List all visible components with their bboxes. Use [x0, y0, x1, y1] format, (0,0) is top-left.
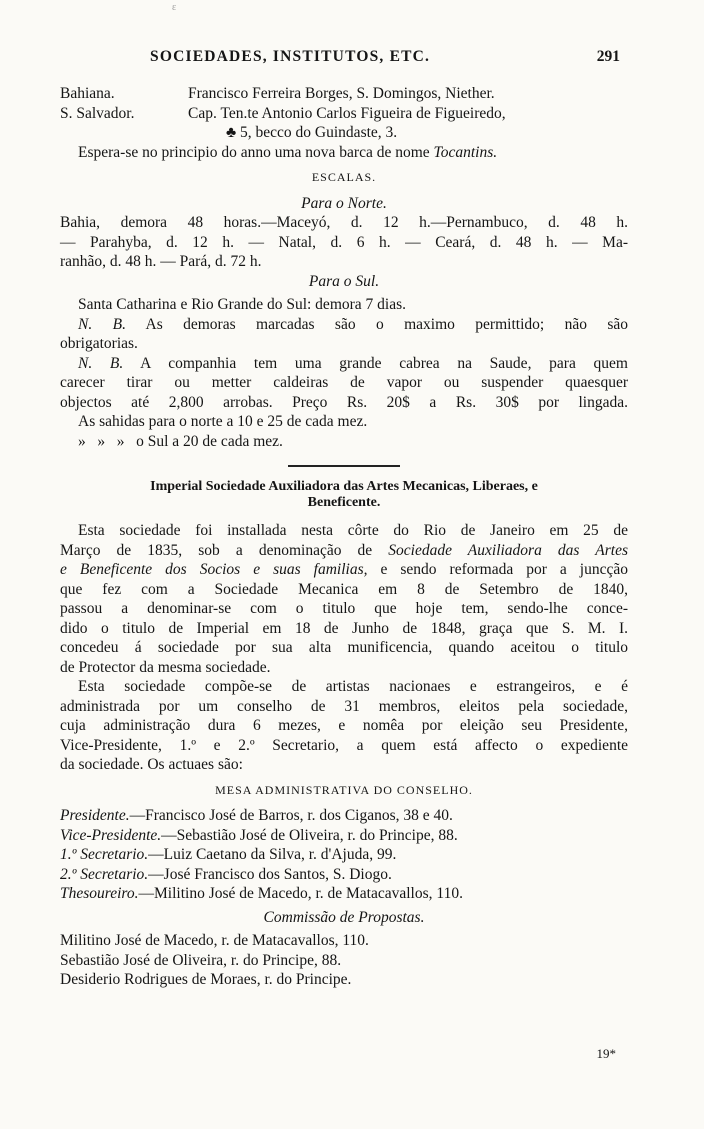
society-history	[60, 521, 628, 677]
signature-mark: 19*	[596, 1046, 616, 1061]
nb1-text: As demoras marcadas são o maximo permittido; não são	[145, 315, 628, 333]
commission-member: Desiderio Rodrigues de Moraes, r. do Principe.	[60, 971, 352, 988]
north-line: Bahia, demora 48 horas.—Maceyó, d. 12 h.—Pernambuco, d. 48 h.	[60, 214, 628, 231]
mesa-member: —Francisco José de Barros, r. dos Ciganos, 38 e 40.	[129, 807, 453, 824]
nb2-line	[60, 354, 628, 374]
agent-row	[60, 84, 628, 104]
history-italic: Sociedade Auxiliadora das Artes	[388, 541, 628, 559]
history-italic: e Beneficente dos Socios e suas familias,	[60, 561, 368, 578]
north-line: ranhão, d. 48 h. — Pará, d. 72 h.	[60, 253, 262, 270]
page-body	[60, 84, 628, 990]
history-line: de Protector da mesma sociedade.	[60, 658, 271, 676]
commission-heading: Commissão de Propostas.	[263, 908, 425, 926]
society-title-line: Beneficente.	[307, 495, 381, 510]
expected-note	[60, 143, 628, 163]
page-number: 291	[596, 48, 620, 65]
escalas-heading: ESCALAS.	[311, 170, 377, 184]
mesa-role: 2.º Secretario.	[60, 865, 149, 883]
composition-line: cuja administração dura 6 mezes, e nomêa por eleição seu Presidente,	[60, 717, 628, 734]
commission-member: Sebastião José de Oliveira, r. do Principe, 88.	[60, 951, 342, 969]
mesa-entry	[60, 845, 628, 865]
section-divider	[288, 465, 400, 467]
commission-list	[60, 931, 628, 990]
history-text: Março de 1835, sob a denominação de	[60, 541, 389, 559]
history-line: Esta sociedade foi installada nesta côrte do Rio de Janeiro em 25 de	[78, 522, 628, 539]
departure-line: » » » o Sul a 20 de cada mez.	[78, 432, 283, 450]
mesa-entry	[60, 826, 628, 846]
history-line	[60, 541, 628, 561]
mesa-role: 1.º Secretario.	[60, 846, 149, 863]
south-line: Santa Catharina e Rio Grande do Sul: demora 7 dias.	[78, 296, 407, 313]
composition-line: Esta sociedade compõe-se de artistas nacionaes e estrangeiros, e é	[78, 678, 628, 695]
nb2-label: N. B.	[78, 354, 124, 372]
society-composition	[60, 677, 628, 775]
history-line: dido o titulo de Imperial em 18 de Junho de 1848, graça que S. M. I.	[60, 619, 628, 637]
mesa-member: —Luiz Caetano da Silva, r. d'Ajuda, 99.	[148, 846, 397, 863]
nb1-line: obrigatorias.	[60, 335, 138, 352]
running-header	[150, 48, 620, 66]
commission-member: Militino José de Macedo, r. de Matacavallos, 110.	[60, 932, 369, 949]
nb2-line: carecer tirar ou metter caldeiras de vapor ou suspender quaesquer	[60, 374, 628, 391]
mesa-role: Thesoureiro.	[60, 885, 139, 902]
mesa-member: —Militino José de Macedo, r. de Matacavallos, 110.	[138, 885, 463, 902]
agent-name: Cap. Ten.te Antonio Carlos Figueira de Figueiredo,	[188, 104, 506, 122]
header-title: SOCIEDADES, INSTITUTOS, ETC.	[150, 48, 431, 65]
expected-boat: Tocantins.	[433, 143, 498, 161]
agent-address: ♣ 5, becco do Guindaste, 3.	[226, 124, 398, 141]
history-line	[60, 560, 628, 580]
history-line: concedeu á sociedade por sua alta munificencia, quando aceitou o titulo	[60, 639, 628, 656]
departure-line: As sahidas para o norte a 10 e 25 de cada mez.	[78, 413, 368, 430]
north-heading: Para o Norte.	[301, 194, 387, 212]
south-heading: Para o Sul.	[308, 272, 380, 290]
nb2-text: A companhia tem uma grande cabrea na Saude, para quem	[140, 354, 628, 372]
history-line: passou a denominar-se com o titulo que hoje tem, sendo-lhe conce-	[60, 600, 628, 617]
mesa-role: Presidente.	[60, 807, 130, 824]
composition-line: administrada por um conselho de 31 membros, eleitos pela sociedade,	[60, 697, 628, 715]
history-text: e sendo reformada por a juncção	[367, 561, 628, 578]
mesa-role: Vice-Presidente.	[60, 826, 162, 844]
society-title	[60, 479, 628, 511]
mesa-member: —José Francisco dos Santos, S. Diogo.	[148, 865, 392, 883]
nb2-line: objectos até 2,800 arrobas. Preço Rs. 20$ a Rs. 30$ por lingada.	[60, 393, 628, 411]
agent-place: Bahiana.	[60, 85, 115, 102]
agent-place: S. Salvador.	[60, 104, 135, 122]
history-line: que fez com a Sociedade Mecanica em 8 de Setembro de 1840,	[60, 580, 628, 598]
mesa-entry	[60, 806, 628, 826]
composition-line: Vice-Presidente, 1.º e 2.º Secretario, a quem está affecto o expediente	[60, 736, 628, 754]
north-line: — Parahyba, d. 12 h. — Natal, d. 6 h. — Ceará, d. 48 h. — Ma-	[60, 233, 628, 251]
mesa-entry	[60, 884, 628, 904]
mesa-entry	[60, 865, 628, 885]
mesa-heading: MESA ADMINISTRATIVA DO CONSELHO.	[215, 782, 473, 797]
expected-note-text: Espera-se no principio do anno uma nova barca de nome	[78, 143, 430, 161]
mesa-list	[60, 806, 628, 904]
agent-name: Francisco Ferreira Borges, S. Domingos, Niether.	[188, 85, 495, 102]
agent-row	[60, 104, 628, 124]
composition-line: da sociedade. Os actuaes são:	[60, 756, 243, 773]
top-mark: ɛ	[172, 2, 177, 13]
nb1-label: N. B.	[78, 315, 126, 333]
nb1-line	[60, 315, 628, 335]
mesa-member: —Sebastião José de Oliveira, r. do Principe, 88.	[161, 826, 458, 844]
society-title-line: Imperial Sociedade Auxiliadora das Artes Mecanicas, Liberaes, e	[150, 479, 538, 494]
